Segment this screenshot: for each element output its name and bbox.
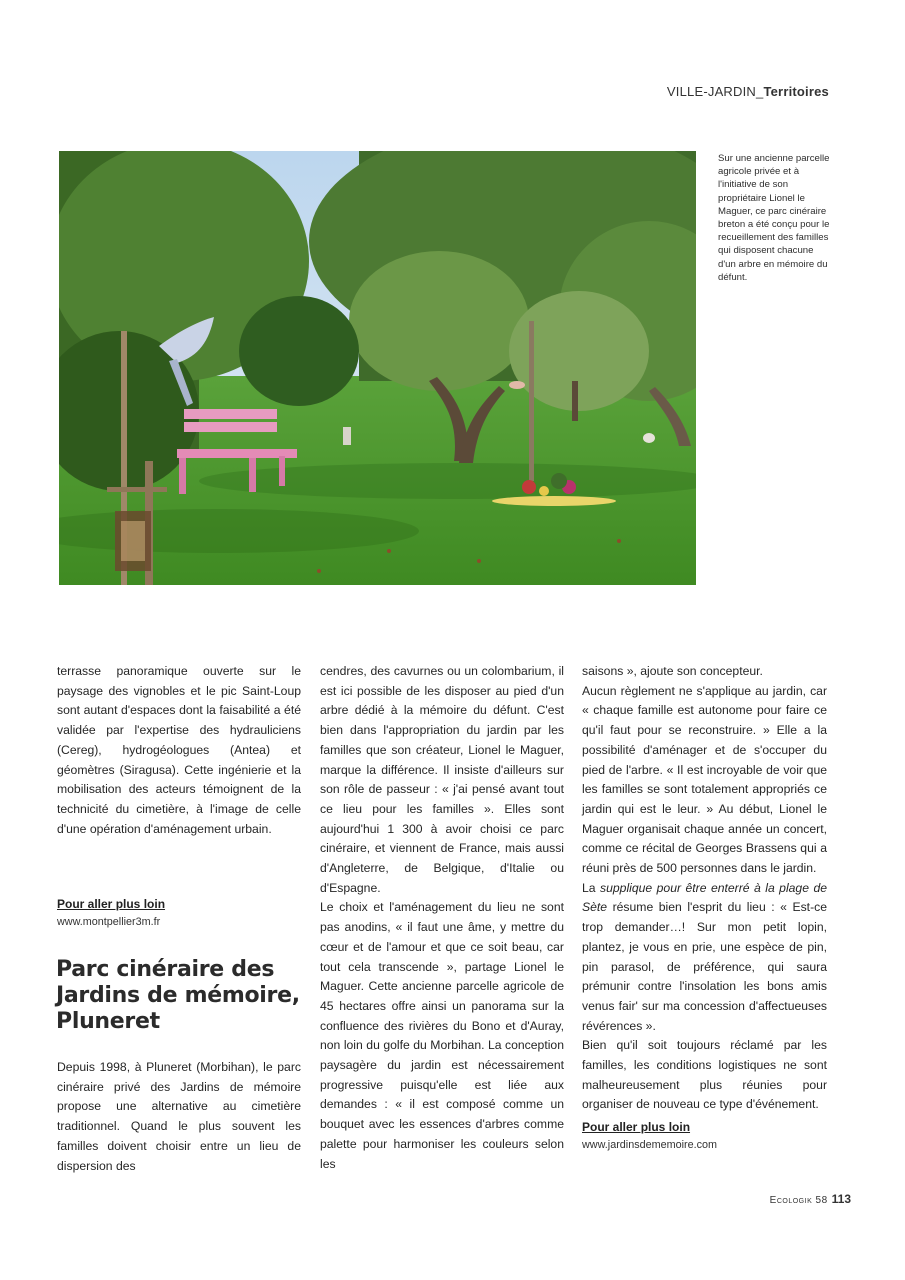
column-1 <box>57 662 301 839</box>
photo-caption: Sur une ancienne parcelle agricole privée et à l'initiative de son propriétaire Lionel le Maguer, ce parc cinéraire breton a été conçu pour le recueillement des familles qui disposent chacune d'un arbre en mémoire du défunt. <box>718 153 830 283</box>
further-reading-title: Pour aller plus loin <box>57 897 166 911</box>
garden-photo <box>59 151 696 585</box>
header-section: VILLE-JARDIN <box>666 84 757 99</box>
paragraph <box>582 879 827 1037</box>
header-rubric: Territoires <box>763 84 829 99</box>
paragraph: Aucun règlement ne s'applique au jardin, car « chaque famille est autonome pour faire ce qu'il faut pour se reconstruire. » Elle a la possibilité d'aménager et de s'occuper du pied de l'arbre. « Il est incroyable de voir que les familles se sont totalement appropriés ce jardin qui est le leur. » Au début, Lionel le Maguer organisait chaque année un concert, comme ce récital de Georges Brassens qui a réuni près de 500 personnes dans le jardin. <box>582 683 827 876</box>
further-reading-2 <box>582 1118 717 1154</box>
text-run: La <box>582 880 601 895</box>
text-run: résume bien l'esprit du lieu : « Est-ce trop demander…! Sur mon petit lopin, plantez, je vous en prie, une espèce de pin, pin parasol, de préférence, qui saura prémunir contre l'insolation les bons amis venus fair' sur ma concession d'affectueuses révérences ». <box>582 900 827 1033</box>
paragraph: Le choix et l'aménagement du lieu ne sont pas anodins, « il faut une âme, y mettre du cœur et de l'amour et que ce soit beau, car tout cela transcende », partage Lionel le Maguer. Cette ancienne parcelle agricole de 45 hectares offre ainsi un panorama sur la confluence des rivières du Bono et d'Auray, non loin du golfe du Morbihan. La conception paysagère du jardin est nécessairement progressive puisqu'elle est liée aux demandes : « il est composé comme un bouquet avec les essences d'arbres comme palette pour harmoniser les couleurs selon les <box>320 900 564 1171</box>
paragraph: Bien qu'il soit toujours réclamé par les familles, les conditions logistiques ne sont malheureusement plus réunies pour organiser de nouveau ce type d'événement. <box>582 1038 827 1112</box>
further-reading-link[interactable]: www.montpellier3m.fr <box>57 916 161 928</box>
paragraph: cendres, des cavurnes ou un colombarium, il est ici possible de les disposer au pied d'un arbre dédié à la mémoire du défunt. C'est bien dans l'appropriation du jardin par les familles que son créateur, Lionel le Maguer, marque la différence. Il insiste d'ailleurs sur son rôle de passeur : « j'ai pensé avant tout ce lieu pour les familles ». Elles sont aujourd'hui 1 300 à avoir choisi ce parc cinéraire, et viennent de France, mais aussi d'Angleterre, de Belgique, d'Italie ou d'Espagne. <box>320 664 564 895</box>
page-footer <box>770 1192 851 1206</box>
article-heading: Parc cinéraire des Jardins de mémoire, Pluneret <box>56 957 300 1034</box>
paragraph: saisons », ajoute son concepteur. <box>582 664 763 678</box>
column-3 <box>582 662 827 1115</box>
running-header <box>667 84 829 99</box>
further-reading-link[interactable]: www.jardinsdememoire.com <box>582 1139 718 1151</box>
magazine-name: Ecologik 58 <box>769 1195 828 1206</box>
further-reading-title: Pour aller plus loin <box>582 1120 691 1134</box>
column-2 <box>320 662 564 1174</box>
further-reading-1 <box>57 895 165 931</box>
lead-paragraph <box>57 1058 301 1176</box>
header-separator: _ <box>756 84 764 99</box>
paragraph: Depuis 1998, à Pluneret (Morbihan), le parc cinéraire privé des Jardins de mémoire propose une alternative au cimetière traditionnel. Quand le plus souvent les familles doivent choisir entre un lieu de dispersion des <box>57 1060 301 1173</box>
paragraph: terrasse panoramique ouverte sur le paysage des vignobles et le pic Saint-Loup sont autant d'espaces dont la faisabilité a été validée par l'expertise des hydrauliciens (Cereg), hydrogéologues (Antea) et géomètres (Siragusa). Cette ingénierie et la mobilisation des acteurs témoignent de la technicité du cimetière, à l'image de celle d'une opération d'aménagement urbain. <box>57 664 301 836</box>
song-title: supplique pour être enterré à la plage de Sète <box>582 880 827 915</box>
page-number: 113 <box>831 1192 851 1206</box>
